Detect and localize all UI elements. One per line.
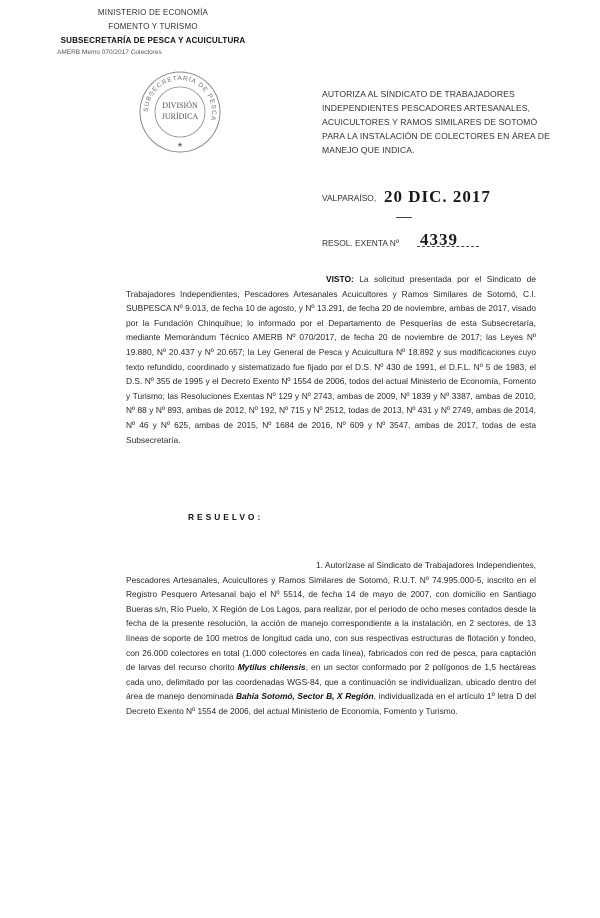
- resolution-date-stamp: 20 DIC. 2017: [384, 187, 491, 206]
- stamp-center-line1: DIVISIÓN: [162, 101, 198, 110]
- header-ministry: MINISTERIO DE ECONOMÍA: [97, 8, 209, 17]
- resuelvo-heading: RESUELVO:: [188, 512, 264, 522]
- item-1-area-name: Bahía Sotomó, Sector B, X Región: [235, 691, 374, 702]
- header-reference: AMERB Memo 070/2017 Colectores: [57, 49, 162, 56]
- resolution-item-1: [126, 558, 536, 719]
- division-juridica-stamp: [138, 70, 222, 154]
- svg-text:★: ★: [176, 142, 184, 149]
- item-1-text-c: , individualizada en el artículo 1º letra D del Decreto Exento Nº 1554 de 2006, del actual Ministerio de Economía, Fomento y Turismo.: [126, 691, 537, 716]
- stamp-center-line2: JURÍDICA: [161, 112, 199, 121]
- resolution-number-underline: [417, 246, 479, 247]
- place-label: VALPARAÍSO,: [322, 193, 377, 203]
- item-1-species: Mytilus chilensis: [237, 662, 306, 673]
- resolution-subject: AUTORIZA AL SINDICATO DE TRABAJADORES INDEPENDIENTES PESCADORES ARTESANALES, ACUICULTORES Y RAMOS SIMILARES DE SOTOMÓ PARA LA INSTALACIÓN DE COLECTORES EN ÁREA DE MANEJO QUE INDICA.: [322, 89, 550, 155]
- date-underline: [396, 217, 412, 218]
- resolution-number: 4339: [420, 230, 458, 249]
- visto-label: VISTO:: [326, 274, 354, 284]
- item-1-text-b: , en un sector conformado por 2 polígonos de 1,5 hectáreas cada uno, delimitado por las coordenadas WGS-84, que a continuación se individualizan, ubicado dentro del área de manejo denominada: [126, 662, 536, 702]
- visto-text: La solicitud presentada por el Sindicato de Trabajadores Independientes, Pescadores Artesanales Acuicultores y Ramos Similares de Sotomó, C.I. SUBPESCA Nº 9.013, de fecha 10 de agosto, y Nº 13.291, de fecha 20 de noviembre, ambas de 2017, visado por la Fundación Chinquihue; lo informado por el Departamento de Pesquerías de esta Subsecretaría, mediante Memorándum Técnico AMERB Nº 070/2017, de fecha 20 de noviembre de 2017; las Leyes Nº 19.880, Nº 20.437 y Nº 20.657; la Ley General de Pesca y Acuicultura Nº 18.892 y sus modificaciones cuyo texto refundido, coordinado y sistematizado fue fijado por el D.S. Nº 430 de 1991, el D.F.L. Nº 5 de 1983, el D.S. Nº 355 de 1995 y el Decreto Exento Nº 1554 de 2006, todos del actual Ministerio de Economía, Fomento y Turismo; las Resoluciones Exentas Nº 129 y Nº 2743, ambas de 2009, Nº 1839 y Nº 3387, ambas de 2010, Nº 88 y Nº 893, ambas de 2012, Nº 192, Nº 715 y Nº 2512, todas de 2013, Nº 431 y Nº 2749, ambas de 2014, Nº 46 y Nº 625, ambas de 2015, Nº 1684 de 2016, Nº 609 y Nº 3547, ambas de 2017, todas de esta Subsecretaría.: [126, 274, 536, 445]
- stamp-ring-text: SUBSECRETARÍA DE PESCA: [142, 74, 218, 122]
- visto-paragraph: [126, 272, 536, 447]
- header-ministry-sub: FOMENTO Y TURISMO: [108, 22, 198, 31]
- item-1-text-a: Autorízase al Sindicato de Trabajadores Independientes, Pescadores Artesanales, Acuicultores y Ramos Similares de Sotomó, R.U.T. Nº 74.995.000-5, inscrito en el Registro Pesquero Artesanal bajo el Nº 5514, de fecha 14 de mayo de 2007, con domicilio en Santiago Bueras s/n, Río Puelo, X Región de Los Lagos, para realizar, por el periodo de ocho meses contados desde la fecha de la presente resolución, la acción de manejo correspondiente a la instalación, en 2 sectores, de 13 líneas de soporte de 100 metros de longitud cada uno, con sus respectivas estructuras de flotación y fondeo, con 26.000 colectores en total (1.000 colectores en cada línea), fabricados con red de pesca, para captación de larvas del recurso chorito: [126, 560, 536, 673]
- item-1-number: 1.: [316, 560, 323, 570]
- header-subsecretaria: SUBSECRETARÍA DE PESCA Y ACUICULTURA: [60, 36, 246, 45]
- resolution-number-label: RESOL. EXENTA Nº: [322, 238, 399, 248]
